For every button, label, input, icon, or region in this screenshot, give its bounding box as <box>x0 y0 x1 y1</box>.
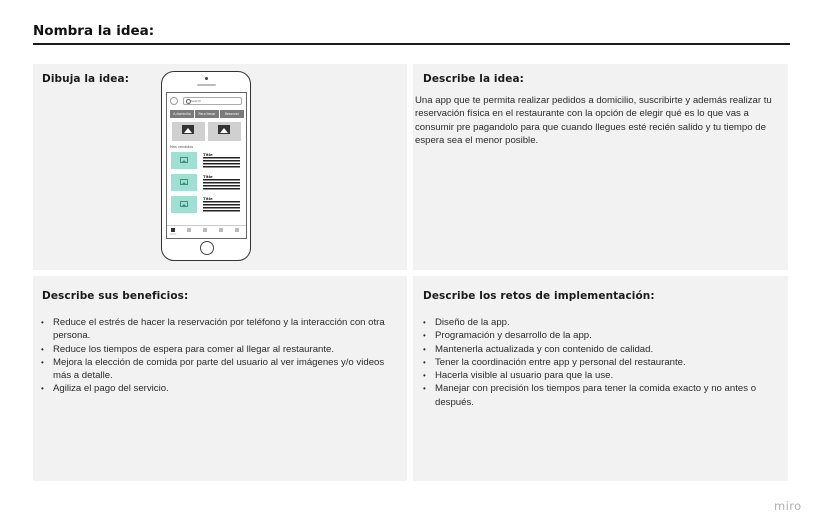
mockup-section-label: Más vendidos <box>170 145 194 149</box>
phone-screen <box>166 92 247 239</box>
phone-speaker <box>197 84 216 86</box>
list-icon <box>187 228 191 232</box>
cart-icon <box>203 228 207 232</box>
search-icon <box>186 99 191 104</box>
mockup-item-title: Title <box>203 196 213 201</box>
draw-heading: Dibuja la idea: <box>42 73 130 85</box>
image-icon <box>171 152 197 169</box>
list-item: • Diseño de la app. <box>423 316 778 329</box>
mockup-tab-label: Inicio <box>170 233 177 236</box>
mockup-button-delivery: A domicilio <box>170 110 194 118</box>
idea-description: Una app que te permita realizar pedidos a domicilio, suscribirte y además realizar tu reservación física en el restaurante con la opción de elegir qué es lo que vas a consumir pre pagandolo para que cuando llegues esté recién salido y tu tiempo de espera sea el menor posible. <box>415 95 772 146</box>
list-item: • Manejar con precisión los tiempos para tener la comida exacto y no antes o después. <box>423 382 778 409</box>
phone-camera <box>205 77 208 80</box>
page-title: Nombra la idea: <box>33 23 155 39</box>
mockup-card <box>208 122 241 141</box>
menu-icon <box>170 97 178 105</box>
mockup-search-text: Search <box>191 99 202 103</box>
mockup-button-reserve: Reservar <box>220 110 244 118</box>
benefits-heading: Describe sus beneficios: <box>42 290 189 302</box>
calendar-icon <box>219 228 223 232</box>
mockup-text-lines <box>203 157 240 169</box>
list-item: • Programación y desarrollo de la app. <box>423 329 778 342</box>
mockup-item-title: Title <box>203 152 213 157</box>
benefits-panel <box>33 276 407 481</box>
list-item: • Mantenerla actualizada y con contenido de calidad. <box>423 343 778 356</box>
list-item: • Reduce los tiempos de espera para comer al llegar al restaurante. <box>41 343 396 356</box>
home-icon <box>171 228 175 232</box>
phone-mockup <box>161 71 251 261</box>
image-icon <box>171 174 197 191</box>
draw-panel <box>33 64 407 270</box>
image-icon <box>171 196 197 213</box>
describe-panel <box>413 64 788 270</box>
profile-icon <box>235 228 239 232</box>
mockup-search-bar <box>183 97 242 105</box>
benefits-list <box>41 316 396 396</box>
mockup-text-lines <box>203 201 240 213</box>
mockup-text-lines <box>203 179 240 191</box>
list-item: • Reduce el estrés de hacer la reservación por teléfono y la interacción con otra persona. <box>41 316 396 343</box>
mockup-card <box>172 122 205 141</box>
title-divider <box>33 43 790 45</box>
image-icon <box>182 125 194 134</box>
list-item: • Agiliza el pago del servicio. <box>41 382 396 395</box>
image-icon <box>218 125 230 134</box>
describe-heading: Describe la idea: <box>423 73 524 85</box>
list-item: • Tener la coordinación entre app y personal del restaurante. <box>423 356 778 369</box>
mockup-item-title: Title <box>203 174 213 179</box>
list-item: • Hacerla visible al usuario para que la use. <box>423 369 778 382</box>
mockup-button-takeaway: Para llevar <box>195 110 219 118</box>
mockup-tab-bar <box>167 225 246 238</box>
miro-watermark: miro <box>774 499 802 513</box>
challenges-heading: Describe los retos de implementación: <box>423 290 655 302</box>
challenges-list <box>423 316 778 409</box>
phone-home-button <box>200 241 214 255</box>
challenges-panel <box>413 276 788 481</box>
list-item: • Mejora la elección de comida por parte del usuario al ver imágenes y/o videos más a detalle. <box>41 356 396 383</box>
